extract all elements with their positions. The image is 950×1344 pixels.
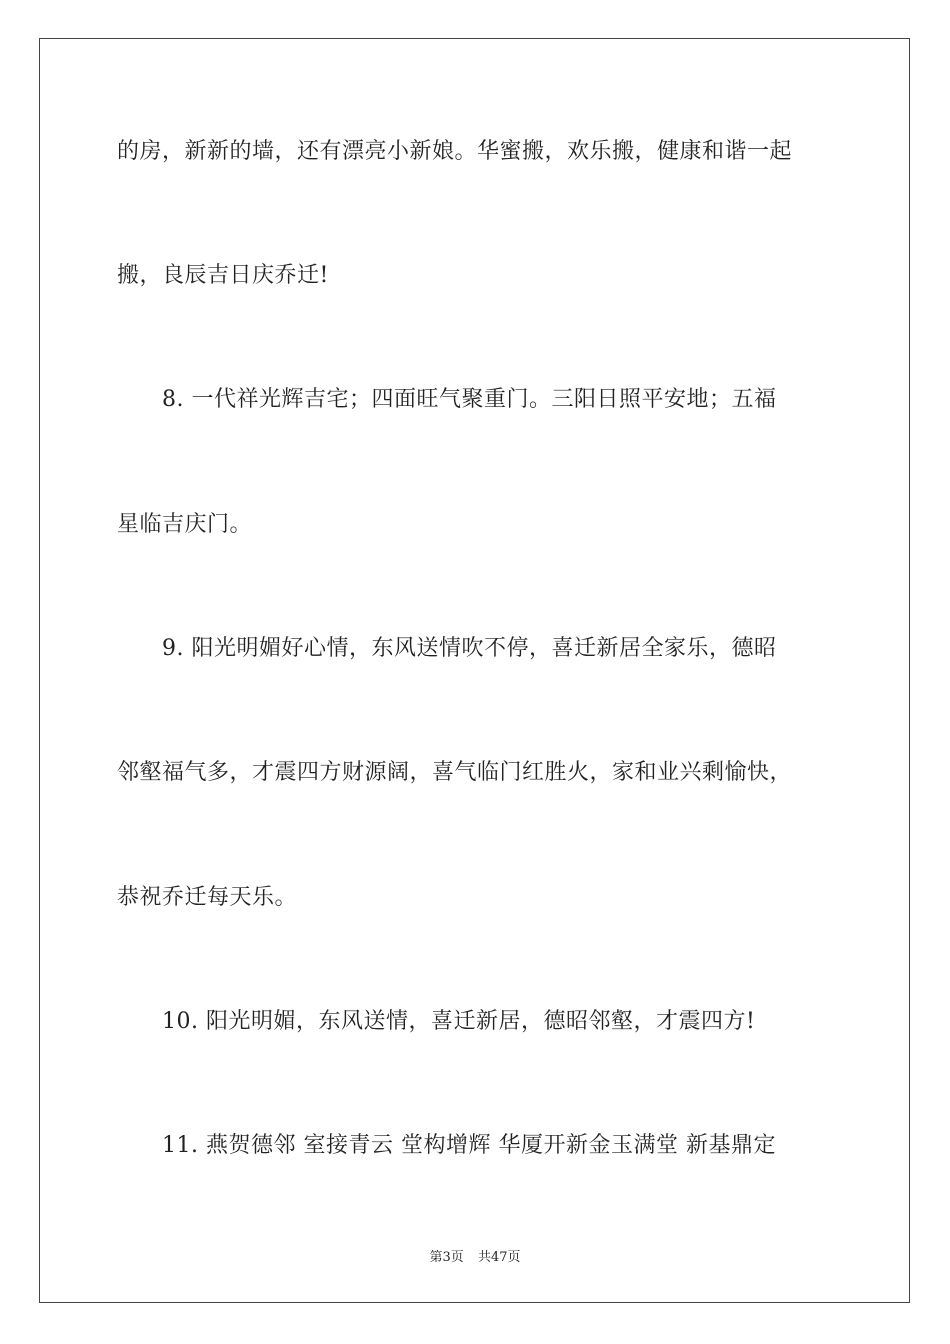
text-line-6: 邻壑福气多，才震四方财源阔，喜气临门红胜火，家和业兴剩愉快， (117, 760, 793, 785)
page-total: 共47页 (477, 1250, 521, 1265)
text-line-3: 8. 一代祥光辉吉宅；四面旺气聚重门。三阳日照平安地；五福 (162, 387, 777, 412)
text-line-2: 搬，良辰吉日庆乔迁! (117, 263, 329, 288)
page-frame (39, 38, 910, 1303)
text-line-5: 9. 阳光明媚好心情，东风送情吹不停，喜迁新居全家乐，德昭 (162, 636, 777, 661)
text-line-7: 恭祝乔迁每天乐。 (117, 885, 298, 910)
text-line-8: 10. 阳光明媚，东风送情，喜迁新居，德昭邻壑，才震四方! (162, 1009, 756, 1034)
text-line-4: 星临吉庆门。 (117, 512, 253, 537)
text-line-1: 的房，新新的墙，还有漂亮小新娘。华蜜搬，欢乐搬，健康和谐一起 (117, 139, 793, 164)
page-number: 第3页 (429, 1250, 464, 1265)
page-footer (0, 1246, 950, 1265)
text-line-9: 11. 燕贺德邻 室接青云 堂构增辉 华厦开新金玉满堂 新基鼎定 (162, 1133, 776, 1158)
